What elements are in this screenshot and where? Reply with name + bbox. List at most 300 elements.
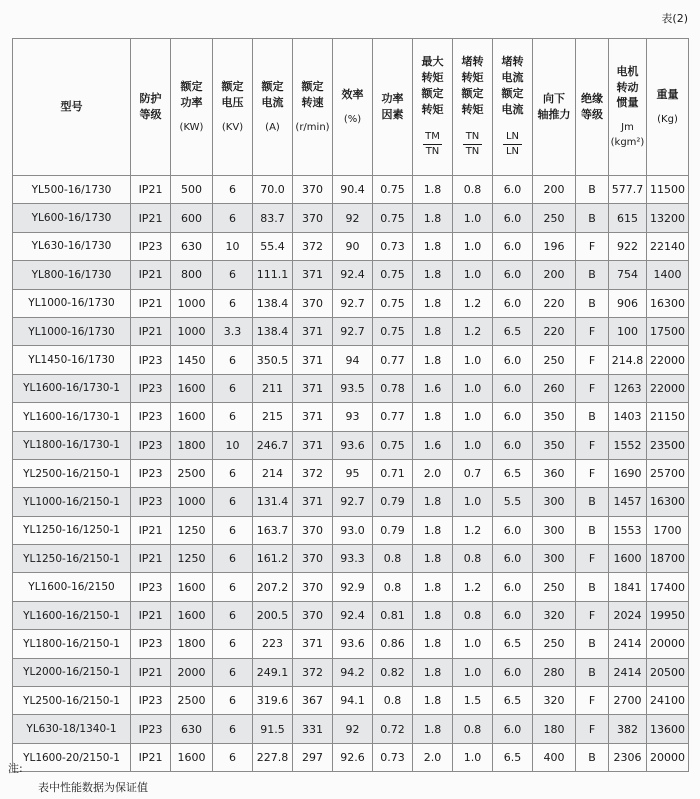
- table-cell: IP23: [131, 403, 171, 431]
- table-cell: 1000: [171, 317, 213, 345]
- table-cell: 6.5: [493, 630, 533, 658]
- table-cell: 500: [171, 176, 213, 204]
- table-cell: 6: [213, 630, 253, 658]
- header-thrust: 向下 轴推力: [533, 39, 576, 176]
- header-row: [13, 39, 689, 176]
- table-cell: 0.8: [453, 601, 493, 629]
- table-cell: 214.8: [609, 346, 647, 374]
- header-efficiency: 效率 (%): [333, 39, 373, 176]
- table-cell: F: [576, 232, 609, 260]
- table-cell: 20000: [647, 630, 689, 658]
- table-cell: 372: [293, 459, 333, 487]
- table-cell: YL1600-16/1730-1: [13, 403, 131, 431]
- table-cell: 1.2: [453, 289, 493, 317]
- table-cell: B: [576, 204, 609, 232]
- table-cell: 94: [333, 346, 373, 374]
- table-cell: 0.8: [453, 715, 493, 743]
- table-cell: 0.73: [373, 232, 413, 260]
- table-cell: 1.0: [453, 346, 493, 374]
- table-cell: F: [576, 601, 609, 629]
- table-cell: 6.5: [493, 743, 533, 771]
- table-cell: 371: [293, 317, 333, 345]
- table-cell: 371: [293, 346, 333, 374]
- table-cell: 93.6: [333, 630, 373, 658]
- table-cell: 371: [293, 431, 333, 459]
- table-cell: 2414: [609, 630, 647, 658]
- table-cell: 1.2: [453, 317, 493, 345]
- table-cell: 754: [609, 261, 647, 289]
- table-cell: IP23: [131, 374, 171, 402]
- table-cell: 10: [213, 232, 253, 260]
- table-cell: 1.0: [453, 261, 493, 289]
- table-cell: 16300: [647, 488, 689, 516]
- table-cell: 1600: [171, 573, 213, 601]
- table-row: [13, 317, 689, 345]
- table-cell: 163.7: [253, 516, 293, 544]
- table-cell: 2.0: [413, 459, 453, 487]
- table-cell: 1690: [609, 459, 647, 487]
- header-power: 额定 功率 (KW): [171, 39, 213, 176]
- table-cell: 367: [293, 687, 333, 715]
- table-cell: F: [576, 431, 609, 459]
- table-cell: 17500: [647, 317, 689, 345]
- table-cell: 1000: [171, 488, 213, 516]
- table-cell: 93: [333, 403, 373, 431]
- table-cell: 1457: [609, 488, 647, 516]
- table-cell: 138.4: [253, 317, 293, 345]
- table-cell: 6.0: [493, 374, 533, 402]
- table-cell: 70.0: [253, 176, 293, 204]
- table-cell: 223: [253, 630, 293, 658]
- table-cell: 94.1: [333, 687, 373, 715]
- table-row: [13, 658, 689, 686]
- table-cell: 196: [533, 232, 576, 260]
- table-cell: 371: [293, 374, 333, 402]
- table-row: [13, 545, 689, 573]
- table-cell: 0.71: [373, 459, 413, 487]
- header-current: 额定 电流 (A): [253, 39, 293, 176]
- table-cell: 6.0: [493, 176, 533, 204]
- header-model: 型号: [13, 39, 131, 176]
- table-cell: 350.5: [253, 346, 293, 374]
- table-cell: 200.5: [253, 601, 293, 629]
- table-cell: 180: [533, 715, 576, 743]
- header-voltage: 额定 电压 (KV): [213, 39, 253, 176]
- table-cell: YL2000-16/2150-1: [13, 658, 131, 686]
- table-row: [13, 176, 689, 204]
- table-cell: 0.81: [373, 601, 413, 629]
- table-cell: 300: [533, 516, 576, 544]
- table-cell: IP23: [131, 459, 171, 487]
- table-cell: 630: [171, 232, 213, 260]
- table-cell: 0.75: [373, 317, 413, 345]
- table-cell: 1.8: [413, 204, 453, 232]
- table-row: [13, 573, 689, 601]
- table-cell: B: [576, 630, 609, 658]
- table-cell: 227.8: [253, 743, 293, 771]
- table-cell: 6: [213, 715, 253, 743]
- table-row: [13, 403, 689, 431]
- table-cell: 6.0: [493, 261, 533, 289]
- table-cell: 630: [171, 715, 213, 743]
- table-cell: 6.0: [493, 658, 533, 686]
- table-cell: 371: [293, 630, 333, 658]
- table-cell: 1403: [609, 403, 647, 431]
- table-cell: 92: [333, 715, 373, 743]
- table-cell: 6.5: [493, 459, 533, 487]
- table-cell: YL1600-16/2150-1: [13, 601, 131, 629]
- table-cell: 19950: [647, 601, 689, 629]
- table-cell: 92.6: [333, 743, 373, 771]
- table-cell: 1.8: [413, 289, 453, 317]
- table-cell: 370: [293, 573, 333, 601]
- table-cell: 1600: [171, 403, 213, 431]
- table-cell: 1600: [171, 743, 213, 771]
- table-cell: 250: [533, 630, 576, 658]
- table-cell: 1.8: [413, 516, 453, 544]
- table-cell: 371: [293, 261, 333, 289]
- table-cell: 0.86: [373, 630, 413, 658]
- table-cell: 21150: [647, 403, 689, 431]
- table-cell: IP23: [131, 431, 171, 459]
- table-cell: 6.0: [493, 545, 533, 573]
- table-cell: IP21: [131, 516, 171, 544]
- table-cell: IP23: [131, 346, 171, 374]
- table-cell: 370: [293, 516, 333, 544]
- table-cell: 93.0: [333, 516, 373, 544]
- table-cell: YL1250-16/1250-1: [13, 516, 131, 544]
- table-cell: 250: [533, 204, 576, 232]
- table-cell: 1.8: [413, 630, 453, 658]
- table-cell: 250: [533, 573, 576, 601]
- table-cell: 1450: [171, 346, 213, 374]
- table-row: [13, 289, 689, 317]
- table-cell: B: [576, 516, 609, 544]
- table-cell: 6.0: [493, 431, 533, 459]
- table-cell: YL600-16/1730: [13, 204, 131, 232]
- table-cell: F: [576, 545, 609, 573]
- table-cell: 93.5: [333, 374, 373, 402]
- table-cell: 2.0: [413, 743, 453, 771]
- table-cell: 6.0: [493, 573, 533, 601]
- motor-spec-table: [12, 38, 689, 772]
- table-cell: YL800-16/1730: [13, 261, 131, 289]
- table-cell: 6: [213, 374, 253, 402]
- table-cell: F: [576, 715, 609, 743]
- table-cell: 92.7: [333, 488, 373, 516]
- table-cell: 16300: [647, 289, 689, 317]
- table-cell: YL1800-16/1730-1: [13, 431, 131, 459]
- table-cell: 1.8: [413, 545, 453, 573]
- table-cell: YL1000-16/1730: [13, 289, 131, 317]
- table-cell: 1.8: [413, 488, 453, 516]
- table-cell: YL1600-16/1730-1: [13, 374, 131, 402]
- table-cell: 319.6: [253, 687, 293, 715]
- table-cell: 300: [533, 488, 576, 516]
- table-cell: 138.4: [253, 289, 293, 317]
- header-stall-torque: 堵转 转矩 额定 转矩 TN TN: [453, 39, 493, 176]
- table-cell: 220: [533, 289, 576, 317]
- table-cell: 93.6: [333, 431, 373, 459]
- table-cell: 372: [293, 232, 333, 260]
- table-cell: IP21: [131, 289, 171, 317]
- table-cell: IP21: [131, 204, 171, 232]
- table-cell: B: [576, 658, 609, 686]
- table-cell: 2024: [609, 601, 647, 629]
- table-row: [13, 687, 689, 715]
- table-cell: 220: [533, 317, 576, 345]
- table-cell: 0.8: [373, 687, 413, 715]
- table-cell: IP21: [131, 176, 171, 204]
- table-cell: 1250: [171, 516, 213, 544]
- table-cell: 90.4: [333, 176, 373, 204]
- table-cell: 370: [293, 601, 333, 629]
- table-cell: 92.4: [333, 601, 373, 629]
- table-cell: 1.8: [413, 317, 453, 345]
- table-cell: F: [576, 459, 609, 487]
- table-cell: 1553: [609, 516, 647, 544]
- table-cell: 1.8: [413, 715, 453, 743]
- table-cell: 207.2: [253, 573, 293, 601]
- table-cell: 0.75: [373, 431, 413, 459]
- table-cell: B: [576, 176, 609, 204]
- table-cell: 6.0: [493, 516, 533, 544]
- table-cell: 1263: [609, 374, 647, 402]
- table-cell: 0.79: [373, 488, 413, 516]
- table-cell: 13600: [647, 715, 689, 743]
- table-cell: 6: [213, 743, 253, 771]
- table-cell: 1.0: [453, 431, 493, 459]
- table-cell: 246.7: [253, 431, 293, 459]
- table-cell: 2700: [609, 687, 647, 715]
- table-cell: B: [576, 261, 609, 289]
- table-cell: YL630-18/1340-1: [13, 715, 131, 743]
- table-cell: 615: [609, 204, 647, 232]
- table-cell: 1800: [171, 431, 213, 459]
- table-cell: IP21: [131, 743, 171, 771]
- table-cell: 371: [293, 488, 333, 516]
- page-label: 表(2): [661, 12, 688, 25]
- table-cell: IP23: [131, 573, 171, 601]
- table-cell: B: [576, 488, 609, 516]
- header-weight: 重量 (Kg): [647, 39, 689, 176]
- table-cell: 6: [213, 488, 253, 516]
- table-cell: 906: [609, 289, 647, 317]
- table-cell: 370: [293, 545, 333, 573]
- table-cell: 92.7: [333, 289, 373, 317]
- table-cell: IP21: [131, 601, 171, 629]
- table-cell: YL1600-16/2150: [13, 573, 131, 601]
- table-cell: IP23: [131, 687, 171, 715]
- header-inertia: 电机 转动 惯量 Jm (kgm²): [609, 39, 647, 176]
- table-cell: 1552: [609, 431, 647, 459]
- table-cell: 1.8: [413, 261, 453, 289]
- table-cell: 200: [533, 261, 576, 289]
- table-cell: 0.7: [453, 459, 493, 487]
- table-cell: 6.0: [493, 232, 533, 260]
- header-speed: 额定 转速 (r/min): [293, 39, 333, 176]
- table-row: [13, 516, 689, 544]
- table-cell: YL1800-16/2150-1: [13, 630, 131, 658]
- table-cell: 22000: [647, 374, 689, 402]
- table-cell: 350: [533, 403, 576, 431]
- table-cell: 0.75: [373, 176, 413, 204]
- table-cell: 6.0: [493, 289, 533, 317]
- table-cell: 1600: [171, 601, 213, 629]
- table-cell: 6.0: [493, 204, 533, 232]
- header-insulation: 绝缘 等级: [576, 39, 609, 176]
- table-cell: YL500-16/1730: [13, 176, 131, 204]
- table-cell: 1.8: [413, 601, 453, 629]
- table-cell: 131.4: [253, 488, 293, 516]
- table-cell: 249.1: [253, 658, 293, 686]
- table-cell: 331: [293, 715, 333, 743]
- table-cell: 1.8: [413, 573, 453, 601]
- table-cell: 1.8: [413, 346, 453, 374]
- table-cell: 6.0: [493, 403, 533, 431]
- table-body: [13, 176, 689, 772]
- table-cell: 382: [609, 715, 647, 743]
- table-cell: YL1250-16/2150-1: [13, 545, 131, 573]
- table-cell: 6.5: [493, 687, 533, 715]
- table-cell: 95: [333, 459, 373, 487]
- header-protection: 防护 等级: [131, 39, 171, 176]
- table-cell: F: [576, 317, 609, 345]
- table-cell: 372: [293, 658, 333, 686]
- table-row: [13, 261, 689, 289]
- table-cell: 1.0: [453, 488, 493, 516]
- table-cell: 2000: [171, 658, 213, 686]
- table-cell: 6: [213, 204, 253, 232]
- table-cell: 6.0: [493, 715, 533, 743]
- table-cell: 6: [213, 545, 253, 573]
- table-cell: 18700: [647, 545, 689, 573]
- table-cell: 214: [253, 459, 293, 487]
- table-cell: 1.8: [413, 658, 453, 686]
- table-cell: 93.3: [333, 545, 373, 573]
- table-cell: 260: [533, 374, 576, 402]
- header-power-factor: 功率 因素: [373, 39, 413, 176]
- table-cell: 0.8: [373, 573, 413, 601]
- table-cell: IP23: [131, 715, 171, 743]
- table-cell: YL2500-16/2150-1: [13, 687, 131, 715]
- table-cell: 90: [333, 232, 373, 260]
- table-cell: 6: [213, 516, 253, 544]
- table-cell: 1600: [171, 374, 213, 402]
- table-cell: B: [576, 403, 609, 431]
- table-cell: 1.8: [413, 232, 453, 260]
- table-cell: F: [576, 374, 609, 402]
- table-cell: 1600: [609, 545, 647, 573]
- table-cell: 6: [213, 261, 253, 289]
- table-cell: 0.75: [373, 204, 413, 232]
- table-cell: 922: [609, 232, 647, 260]
- table-cell: 1.0: [453, 374, 493, 402]
- table-cell: 370: [293, 289, 333, 317]
- table-cell: 297: [293, 743, 333, 771]
- table-cell: 0.8: [453, 545, 493, 573]
- table-cell: 111.1: [253, 261, 293, 289]
- table-cell: YL1000-16/1730: [13, 317, 131, 345]
- table-cell: 1.2: [453, 516, 493, 544]
- table-cell: IP21: [131, 317, 171, 345]
- table-cell: 1.0: [453, 743, 493, 771]
- table-cell: 2500: [171, 687, 213, 715]
- table-cell: 1800: [171, 630, 213, 658]
- table-cell: 6: [213, 658, 253, 686]
- table-cell: 2306: [609, 743, 647, 771]
- table-cell: 6: [213, 687, 253, 715]
- table-cell: 1700: [647, 516, 689, 544]
- table-cell: B: [576, 289, 609, 317]
- table-cell: IP21: [131, 261, 171, 289]
- table-cell: 1.8: [413, 176, 453, 204]
- table-cell: 1.0: [453, 658, 493, 686]
- table-cell: 22000: [647, 346, 689, 374]
- table-row: [13, 232, 689, 260]
- table-row: [13, 715, 689, 743]
- table-cell: 370: [293, 204, 333, 232]
- table-cell: 1.0: [453, 204, 493, 232]
- table-cell: 6: [213, 573, 253, 601]
- table-cell: 250: [533, 346, 576, 374]
- table-cell: 83.7: [253, 204, 293, 232]
- table-cell: F: [576, 687, 609, 715]
- table-cell: 161.2: [253, 545, 293, 573]
- table-row: [13, 346, 689, 374]
- table-cell: 13200: [647, 204, 689, 232]
- table-cell: 6: [213, 601, 253, 629]
- table-cell: 800: [171, 261, 213, 289]
- table-cell: YL630-16/1730: [13, 232, 131, 260]
- table-cell: 0.77: [373, 403, 413, 431]
- table-cell: 55.4: [253, 232, 293, 260]
- table-cell: 10: [213, 431, 253, 459]
- table-cell: 0.82: [373, 658, 413, 686]
- table-cell: 360: [533, 459, 576, 487]
- table-cell: 1.8: [413, 687, 453, 715]
- table-cell: 350: [533, 431, 576, 459]
- table-cell: 92.4: [333, 261, 373, 289]
- table-row: [13, 743, 689, 771]
- table-cell: 11500: [647, 176, 689, 204]
- table-cell: 280: [533, 658, 576, 686]
- table-cell: 320: [533, 601, 576, 629]
- table-cell: 24100: [647, 687, 689, 715]
- table-cell: 2414: [609, 658, 647, 686]
- table-cell: 0.8: [373, 545, 413, 573]
- table-cell: 6: [213, 403, 253, 431]
- table-cell: B: [576, 573, 609, 601]
- table-cell: 2500: [171, 459, 213, 487]
- table-cell: 577.7: [609, 176, 647, 204]
- table-cell: 0.73: [373, 743, 413, 771]
- table-cell: 1250: [171, 545, 213, 573]
- table-cell: 6.5: [493, 317, 533, 345]
- table-cell: 6.0: [493, 346, 533, 374]
- table-cell: 5.5: [493, 488, 533, 516]
- table-cell: 1841: [609, 573, 647, 601]
- table-cell: IP21: [131, 658, 171, 686]
- table-cell: 215: [253, 403, 293, 431]
- table-cell: 1.0: [453, 232, 493, 260]
- note-text: 表中性能数据为保证值: [38, 781, 148, 794]
- table-cell: 371: [293, 403, 333, 431]
- table-cell: 0.72: [373, 715, 413, 743]
- table-cell: 92: [333, 204, 373, 232]
- table-cell: 400: [533, 743, 576, 771]
- table-cell: 1.2: [453, 573, 493, 601]
